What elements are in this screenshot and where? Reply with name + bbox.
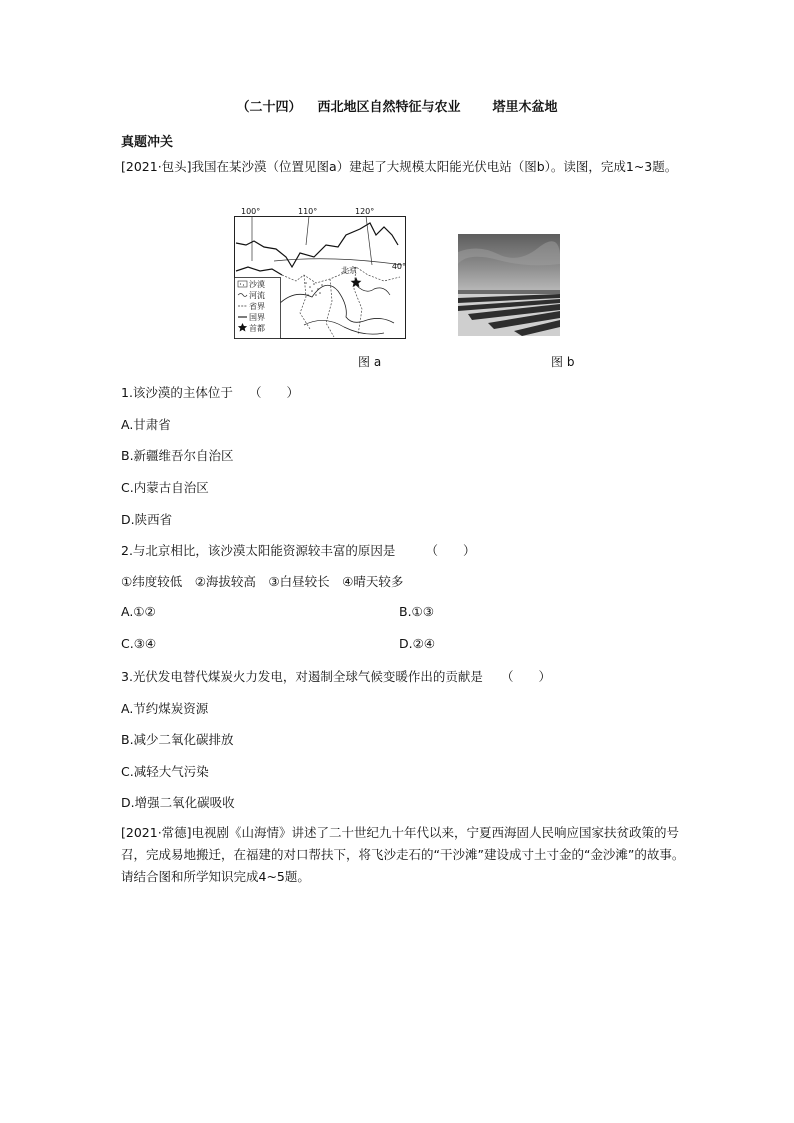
lat-label-40: 40° — [391, 262, 406, 271]
figure-b-photo — [458, 234, 560, 336]
section-heading: 真题冲关 — [121, 135, 174, 150]
map-city-label: 北京 — [341, 266, 357, 275]
legend-label-capital: 首都 — [249, 324, 265, 333]
question-2-stem — [121, 541, 475, 559]
question-1-stem — [121, 383, 299, 401]
question-2-answer-paren: （ ） — [425, 543, 476, 558]
title-subtopic: 塔里木盆地 — [492, 100, 558, 115]
question-2-factors: ①纬度较低 ②海拔较高 ③白昼较长 ④晴天较多 — [121, 574, 404, 589]
question-3-option-c: C.减轻大气污染 — [121, 764, 209, 779]
question-2-option-b: B.①③ — [399, 604, 434, 619]
question-3-answer-paren: （ ） — [500, 669, 551, 684]
question-3-text: 3.光伏发电替代煤炭火力发电，对遏制全球气候变暖作出的贡献是 — [121, 669, 483, 684]
lon-label-110: 110° — [298, 207, 318, 216]
legend-label-province: 省界 — [249, 302, 265, 311]
question-1-option-a: A.甘肃省 — [121, 417, 171, 432]
legend-label-desert: 沙漠 — [249, 280, 265, 289]
legend-label-border: 国界 — [249, 313, 265, 322]
question-2-option-c: C.③④ — [121, 636, 157, 651]
legend-label-river: 河流 — [249, 291, 265, 300]
question-2-option-a: A.①② — [121, 604, 156, 619]
question-3-stem — [121, 667, 551, 685]
figure-a-map — [234, 205, 406, 339]
page-title — [0, 96, 794, 115]
figure-a-caption: 图 a — [358, 355, 382, 369]
question-1-text: 1.该沙漠的主体位于 — [121, 385, 233, 400]
intro-paragraph-1: [2021·包头]我国在某沙漠（位置见图a）建起了大规模太阳能光伏电站（图b）。读图，完成1~3题。 — [121, 159, 678, 174]
question-2-text: 2.与北京相比，该沙漠太阳能资源较丰富的原因是 — [121, 543, 396, 558]
question-1-option-c: C.内蒙古自治区 — [121, 480, 209, 495]
intro-paragraph-2: [2021·常德]电视剧《山海情》讲述了二十世纪九十年代以来，宁夏西海固人民响应国家扶贫政策的号召，完成易地搬迁，在福建的对口帮扶下，将飞沙走石的“干沙滩”建设成寸土寸金的“金沙滩”的故事。请结合图和所学知识完成4~5题。 — [121, 825, 685, 884]
title-topic: 西北地区自然特征与农业 — [317, 100, 461, 115]
question-3-option-b: B.减少二氧化碳排放 — [121, 732, 234, 747]
title-number: （二十四） — [236, 100, 302, 115]
lon-label-120: 120° — [355, 207, 375, 216]
figure-b-caption: 图 b — [551, 355, 575, 369]
lon-label-100: 100° — [241, 207, 261, 216]
question-2-option-d: D.②④ — [399, 636, 436, 651]
question-3-option-a: A.节约煤炭资源 — [121, 701, 209, 716]
question-1-option-d: D.陕西省 — [121, 512, 173, 527]
question-1-answer-paren: （ ） — [248, 385, 299, 400]
question-3-option-d: D.增强二氧化碳吸收 — [121, 795, 235, 810]
question-1-option-b: B.新疆维吾尔自治区 — [121, 448, 234, 463]
